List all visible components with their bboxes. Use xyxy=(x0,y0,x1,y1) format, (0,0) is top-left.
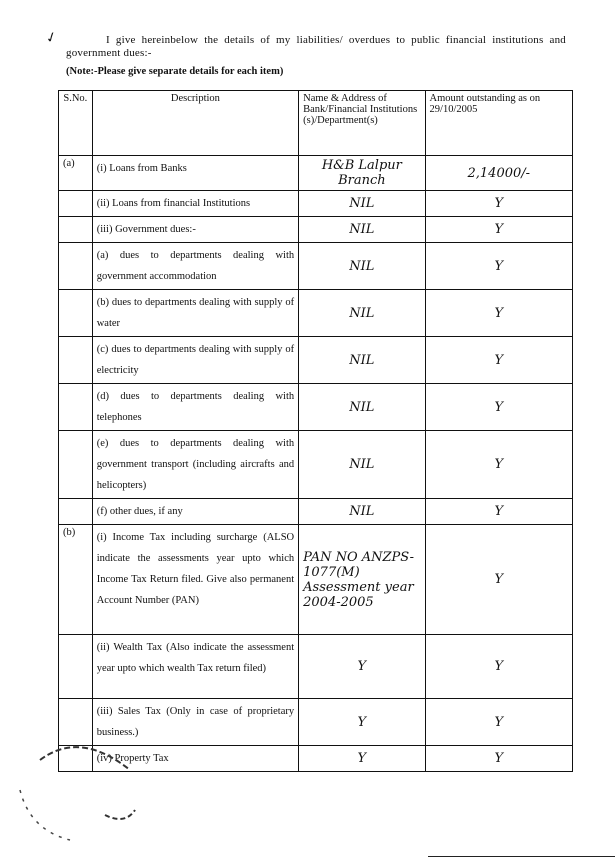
description-cell: (b) dues to departments dealing with supply of water xyxy=(92,290,298,337)
table-header-row xyxy=(59,91,573,156)
name-address-cell: Y xyxy=(299,746,425,772)
name-address-cell: NIL xyxy=(299,337,425,384)
intro-text: I give hereinbelow the details of my liabilities/ overdues to public financial institutions and government dues:- xyxy=(66,34,566,59)
name-address-cell: NIL xyxy=(299,191,425,217)
table-row xyxy=(59,431,573,499)
amount-cell: Y xyxy=(425,384,572,431)
description-cell: (f) other dues, if any xyxy=(92,499,298,525)
table-row xyxy=(59,499,573,525)
sno-cell xyxy=(59,337,93,384)
name-address-cell: NIL xyxy=(299,384,425,431)
header-description: Description xyxy=(92,91,298,156)
amount-cell: Y xyxy=(425,635,572,699)
amount-cell: Y xyxy=(425,746,572,772)
description-cell: (ii) Loans from financial Institutions xyxy=(92,191,298,217)
table-row xyxy=(59,384,573,431)
name-address-cell: Y xyxy=(299,699,425,746)
table-row xyxy=(59,525,573,635)
name-address-cell: H&B Lalpur Branch xyxy=(299,156,425,191)
header-amount: Amount outstanding as on 29/10/2005 xyxy=(425,91,572,156)
name-address-cell: NIL xyxy=(299,290,425,337)
sno-cell xyxy=(59,431,93,499)
sno-cell xyxy=(59,290,93,337)
amount-cell: Y xyxy=(425,525,572,635)
amount-cell: Y xyxy=(425,431,572,499)
sno-cell xyxy=(59,243,93,290)
sno-cell xyxy=(59,217,93,243)
description-cell: (iii) Sales Tax (Only in case of proprietary business.) xyxy=(92,699,298,746)
amount-cell: Y xyxy=(425,243,572,290)
table-row xyxy=(59,156,573,191)
table-row xyxy=(59,191,573,217)
table-row xyxy=(59,635,573,699)
description-cell: (iii) Government dues:- xyxy=(92,217,298,243)
amount-cell: Y xyxy=(425,217,572,243)
intro-block xyxy=(43,29,566,60)
amount-cell: 2,14000/- xyxy=(425,156,572,191)
description-cell: (c) dues to departments dealing with supply of electricity xyxy=(92,337,298,384)
amount-cell: Y xyxy=(425,191,572,217)
description-cell: (d) dues to departments dealing with telephones xyxy=(92,384,298,431)
sno-cell xyxy=(59,191,93,217)
table-row xyxy=(59,243,573,290)
description-cell: (a) dues to departments dealing with government accommodation xyxy=(92,243,298,290)
description-cell: (i) Loans from Banks xyxy=(92,156,298,191)
sno-cell xyxy=(59,499,93,525)
sno-cell: (a) xyxy=(59,156,93,191)
name-address-cell: NIL xyxy=(299,431,425,499)
table-row xyxy=(59,337,573,384)
amount-cell: Y xyxy=(425,337,572,384)
note-text: (Note:-Please give separate details for each item) xyxy=(66,66,284,77)
header-sno: S.No. xyxy=(59,91,93,156)
name-address-cell: NIL xyxy=(299,499,425,525)
name-address-cell: PAN NO ANZPS-1077(M) Assessment year 2004-2005 xyxy=(299,525,425,635)
name-address-cell: Y xyxy=(299,635,425,699)
amount-cell: Y xyxy=(425,699,572,746)
name-address-cell: NIL xyxy=(299,243,425,290)
liabilities-table xyxy=(58,90,573,772)
description-cell: (ii) Wealth Tax (Also indicate the assessment year upto which wealth Tax return filed) xyxy=(92,635,298,699)
header-name-address: Name & Address of Bank/Financial Institutions (s)/Department(s) xyxy=(299,91,425,156)
sno-cell xyxy=(59,635,93,699)
table-row xyxy=(59,290,573,337)
name-address-cell: NIL xyxy=(299,217,425,243)
amount-cell: Y xyxy=(425,499,572,525)
check-mark: ✓ xyxy=(43,29,60,48)
bottom-rule xyxy=(428,856,615,857)
sno-cell xyxy=(59,384,93,431)
description-cell: (iv) Property Tax xyxy=(92,746,298,772)
sno-cell: (b) xyxy=(59,525,93,635)
description-cell: (i) Income Tax including surcharge (ALSO indicate the assessments year upto which Income Tax Return filed. Give also permanent Account Number (PAN) xyxy=(92,525,298,635)
amount-cell: Y xyxy=(425,290,572,337)
description-cell: (e) dues to departments dealing with government transport (including aircrafts and helicopters) xyxy=(92,431,298,499)
table-row xyxy=(59,217,573,243)
seal-stamp xyxy=(10,730,150,850)
